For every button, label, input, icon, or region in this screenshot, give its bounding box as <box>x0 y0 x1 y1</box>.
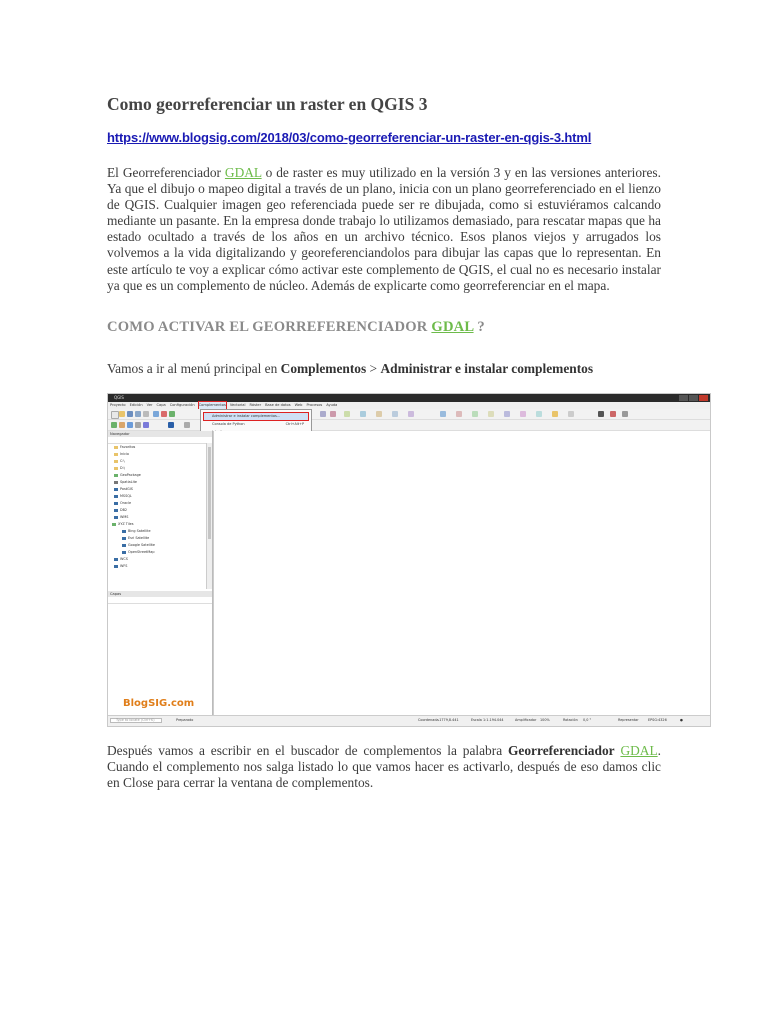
browser-item[interactable] <box>114 501 131 505</box>
browser-item-label: WMS <box>120 515 129 519</box>
mssql-icon <box>114 495 118 498</box>
tile-layer-icon <box>122 537 126 540</box>
crs-value[interactable]: EPSG:4326 <box>648 718 667 722</box>
menu-capa[interactable]: Capa <box>156 403 166 407</box>
node-tool-icon[interactable] <box>344 411 350 417</box>
rotation-label: Rotación <box>563 718 578 722</box>
source-link[interactable]: https://www.blogsig.com/2018/03/como-georreferenciar-un-raster-en-qgis-3.html <box>107 130 592 145</box>
globe-icon[interactable] <box>598 411 604 417</box>
new-layer-icon[interactable] <box>168 422 174 428</box>
georreferenciador-bold: Georreferenciador <box>508 743 615 758</box>
browser-item[interactable] <box>114 508 127 512</box>
magnifier-value: 100% <box>540 718 550 722</box>
browser-item[interactable] <box>114 459 125 463</box>
menu-proyecto[interactable]: Proyecto <box>110 403 126 407</box>
toolbar-2 <box>108 420 710 431</box>
status-bar <box>108 715 710 726</box>
menu-complementos[interactable]: Complementos <box>198 403 226 407</box>
redo-icon[interactable] <box>408 411 414 417</box>
blogsig-logo: BlogSIG.com <box>123 698 195 709</box>
new-project-icon[interactable] <box>111 411 119 419</box>
drive-icon <box>114 467 118 470</box>
oracle-icon <box>114 502 118 505</box>
map-canvas[interactable] <box>213 431 708 715</box>
undo-icon[interactable] <box>392 411 398 417</box>
browser-item-label: Bing Satellite <box>128 529 151 533</box>
measure-icon[interactable] <box>536 411 542 417</box>
administrar-bold: Administrar e instalar complementos <box>380 361 594 376</box>
field-calculator-icon[interactable] <box>488 411 494 417</box>
tile-layer-icon <box>122 530 126 533</box>
browser-item[interactable] <box>122 529 151 533</box>
browser-item[interactable] <box>122 543 155 547</box>
scale-value: 1:1.194.044 <box>483 718 504 722</box>
closing-text-start: Después vamos a escribir en el buscador de complementos la palabra <box>107 743 508 758</box>
menu-item-shortcut: Ctrl+Alt+P <box>285 422 304 426</box>
instruction-paragraph <box>107 361 593 377</box>
geopackage-icon <box>114 474 118 477</box>
gdal-link[interactable]: GDAL <box>224 165 262 180</box>
browser-item[interactable] <box>114 480 137 484</box>
add-csv-icon[interactable] <box>135 422 141 428</box>
messages-icon[interactable]: ● <box>680 718 683 722</box>
layers-panel-title: Capas <box>108 591 212 597</box>
postgis-icon <box>114 488 118 491</box>
browser-item[interactable] <box>114 515 128 519</box>
browser-item-label: SpatiaLite <box>120 480 137 484</box>
zoom-in-icon[interactable] <box>161 411 167 417</box>
browser-panel <box>108 431 213 591</box>
browser-item-label: D:\ <box>120 466 125 470</box>
open-folder-icon[interactable] <box>119 411 125 417</box>
rotate-icon[interactable] <box>376 411 382 417</box>
menu-procesos[interactable]: Procesos <box>306 403 323 407</box>
browser-item-label: Inicio <box>120 452 129 456</box>
browser-item-label: DB2 <box>120 508 128 512</box>
qgis-window-title: QGIS <box>114 395 124 400</box>
browser-scrollbar[interactable] <box>206 443 212 589</box>
browser-item-label: Favoritos <box>120 445 136 449</box>
menu-item-consola-python[interactable] <box>204 421 308 428</box>
menu-ayuda[interactable]: Ayuda <box>326 403 338 407</box>
python-icon[interactable] <box>610 411 616 417</box>
spatialite-icon <box>114 481 118 484</box>
digitize-icon[interactable] <box>320 411 326 417</box>
identify-icon[interactable] <box>440 411 446 417</box>
drive-icon <box>114 460 118 463</box>
coordinate-label: Coordenada <box>418 718 439 722</box>
menu-item-consola-label: Consola de Python <box>212 422 245 426</box>
browser-item-label: WCS <box>120 557 128 561</box>
zoom-out-icon[interactable] <box>169 411 175 417</box>
menu-configuracion[interactable]: Configuración <box>169 403 195 407</box>
db2-icon <box>114 509 118 512</box>
layer-tools-icon[interactable] <box>184 422 190 428</box>
tile-layer-icon <box>122 551 126 554</box>
wms-icon <box>114 516 118 519</box>
browser-item[interactable] <box>114 564 127 568</box>
complementos-bold: Complementos <box>280 361 367 376</box>
xyz-tiles-icon <box>112 523 116 526</box>
section-heading <box>107 319 485 336</box>
menu-web[interactable]: Web <box>294 403 303 407</box>
menu-item-administrar-label: Administrar e instalar complementos... <box>212 414 281 418</box>
menu-edicion[interactable]: Edición <box>129 403 143 407</box>
menu-base-de-datos[interactable]: Base de datos <box>265 403 291 407</box>
text-annotation-icon[interactable] <box>568 411 574 417</box>
render-label: Representar <box>618 718 639 722</box>
instruction-text: Vamos a ir al menú principal en <box>107 361 281 376</box>
qgis-screenshot <box>107 393 711 727</box>
browser-item-label: Google Satellite <box>128 543 155 547</box>
coordinate-value: -1779,8.441 <box>438 718 459 722</box>
layers-panel-toolbar <box>108 597 212 604</box>
plugin-icon[interactable] <box>622 411 628 417</box>
locator-placeholder: Type to locate (Ctrl+K) <box>116 718 155 722</box>
closing-gdal-link[interactable]: GDAL <box>620 743 658 758</box>
browser-panel-title: Navegador <box>108 431 212 437</box>
maximize-icon[interactable] <box>689 395 698 401</box>
intro-text-rest: o de raster es muy utilizado en la versión 3 y en las versiones anteriores. Ya que el dibujo o mapeo digital a través de un plano, inicia con un plano georreferenciado en el lienzo de QGIS. Cualquier imagen geo referenciada puede ser re dibujada, como si estuviéramos calcando mediante un pasante. En la empresa donde trabajo lo utilizamos demasiado, para rescatar mapas que ha estado ocultado a través de los años en un archivo técnico. Esos planos viejos y arrugados los volvemos a la vida digitalizando y georeferenciandolos para dibujar las capas que lo representan. En este artículo te voy a explicar cómo activar este complemento de QGIS, el cual no es necesario instalar ya que es un complemento de núcleo. Además de explicarte como georreferenciar en el mapa. <box>107 165 661 293</box>
label-icon[interactable] <box>360 411 366 417</box>
toolbar-1 <box>108 409 710 420</box>
home-icon <box>114 453 118 456</box>
qgis-titlebar <box>108 394 710 402</box>
save-as-icon[interactable] <box>135 411 141 417</box>
menu-ver[interactable]: Ver <box>146 403 153 407</box>
heading-text: COMO ACTIVAR EL GEORREFERENCIADOR <box>107 319 432 335</box>
qgis-menubar <box>108 402 710 409</box>
pan-icon[interactable] <box>153 411 159 417</box>
browser-item[interactable] <box>114 473 141 477</box>
browser-item[interactable] <box>114 494 132 498</box>
close-icon[interactable] <box>699 395 708 401</box>
page-title: Como georreferenciar un raster en QGIS 3 <box>107 94 428 114</box>
heading-gdal-link[interactable]: GDAL <box>431 319 474 335</box>
statistics-icon[interactable] <box>520 411 526 417</box>
save-icon[interactable] <box>127 411 133 417</box>
minimize-icon[interactable] <box>679 395 688 401</box>
wfs-icon <box>114 565 118 568</box>
browser-item[interactable] <box>122 550 155 554</box>
intro-text-start: El Georreferenciador <box>107 165 225 180</box>
browser-item-label: GeoPackage <box>120 473 141 477</box>
menu-raster[interactable]: Ráster <box>249 403 262 407</box>
attribute-table-icon[interactable] <box>472 411 478 417</box>
browser-item-label: OpenStreetMap <box>128 550 155 554</box>
browser-item[interactable] <box>114 445 135 449</box>
add-postgis-icon[interactable] <box>127 422 133 428</box>
browser-scroll-thumb[interactable] <box>208 447 211 539</box>
settings-icon[interactable] <box>504 411 510 417</box>
closing-paragraph <box>107 743 661 791</box>
rotation-value: 0,0 ° <box>583 718 592 722</box>
browser-item-label: Esri Satellite <box>128 536 150 540</box>
browser-item[interactable] <box>114 487 133 491</box>
magnifier-label: Amplificador <box>515 718 537 722</box>
wcs-icon <box>114 558 118 561</box>
browser-item-label: WFS <box>120 564 128 568</box>
browser-item-label: PostGIS <box>120 487 133 491</box>
scale-label: Escala <box>471 718 482 722</box>
edit-icon[interactable] <box>330 411 336 417</box>
browser-item-label: C:\ <box>120 459 125 463</box>
closing-text-end: . Cuando el complemento nos salga listado lo que vamos hacer es activarlo, después de eso damos clic en Close para cerrar la ventana de complementos. <box>107 743 661 791</box>
tile-layer-icon <box>122 544 126 547</box>
intro-paragraph <box>107 165 661 294</box>
browser-item-label: XYZ Tiles <box>118 522 134 526</box>
window-controls <box>679 395 708 401</box>
browser-item[interactable] <box>114 452 129 456</box>
heading-end: ? <box>473 319 485 335</box>
browser-item[interactable] <box>114 466 125 470</box>
browser-item-label: Oracle <box>120 501 132 505</box>
status-ready: Preparado <box>176 718 194 722</box>
browser-item-label: MSSQL <box>120 494 132 498</box>
menu-item-administrar[interactable] <box>204 413 308 420</box>
star-icon <box>114 446 118 449</box>
browser-panel-toolbar <box>108 437 212 444</box>
add-wms-icon[interactable] <box>143 422 149 428</box>
tips-icon[interactable] <box>552 411 558 417</box>
select-icon[interactable] <box>456 411 462 417</box>
browser-item[interactable] <box>114 557 128 561</box>
separator-text: > <box>366 361 381 376</box>
add-raster-icon[interactable] <box>119 422 125 428</box>
print-layout-icon[interactable] <box>143 411 149 417</box>
browser-item[interactable] <box>112 522 134 526</box>
add-vector-icon[interactable] <box>111 422 117 428</box>
browser-item[interactable] <box>122 536 149 540</box>
menu-vectorial[interactable]: Vectorial <box>229 403 246 407</box>
